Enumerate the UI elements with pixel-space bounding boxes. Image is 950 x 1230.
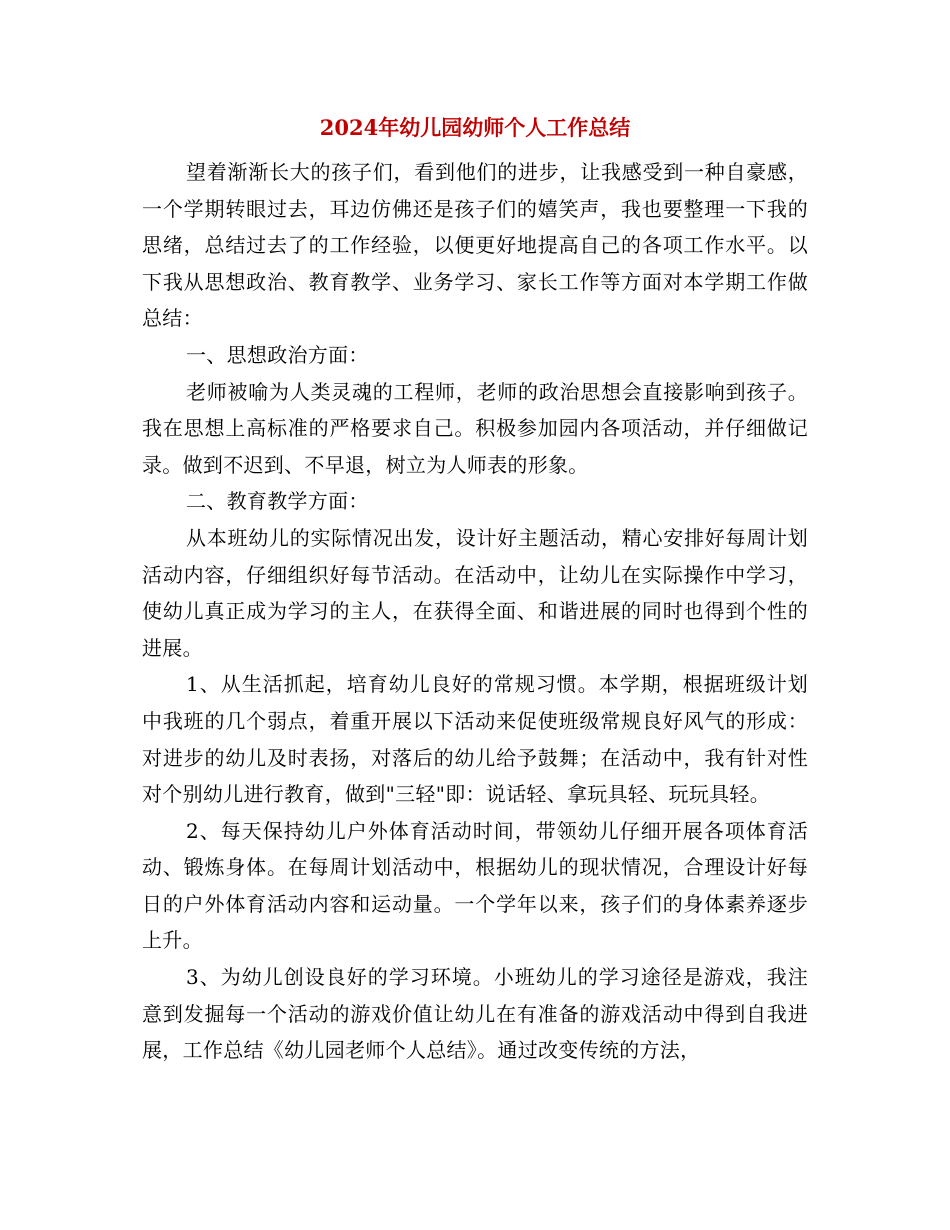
paragraph-item-3: 3、为幼儿创设良好的学习环境。小班幼儿的学习途径是游戏，我注意到发掘每一个活动的游戏价值让幼儿在有准备的游戏活动中得到自我进展，工作总结《幼儿园老师个人总结》。通过改变传统的方法， (142, 965, 808, 1063)
document-title: 2024年幼儿园幼师个人工作总结 (319, 115, 631, 140)
paragraph-item-1: 1、从生活抓起，培育幼儿良好的常规习惯。本学期，根据班级计划中我班的几个弱点，着重开展以下活动来促使班级常规良好风气的形成：对进步的幼儿及时表扬，对落后的幼儿给予鼓舞；在活动中，我有针对性对个别幼儿进行教育，做到"三轻"即：说话轻、拿玩具轻、玩玩具轻。 (142, 672, 808, 807)
section-heading-teaching: 二、教育教学方面： (186, 489, 369, 514)
document-body (142, 154, 808, 1069)
paragraph-item-2: 2、每天保持幼儿户外体育活动时间，带领幼儿仔细开展各项体育活动、锻炼身体。在每周计划活动中，根据幼儿的现状情况，合理设计好每日的户外体育活动内容和运动量。一个学年以来，孩子们的身体素养逐步上升。 (142, 818, 808, 953)
section-heading-politics: 一、思想政治方面： (186, 342, 369, 367)
paragraph-politics: 老师被喻为人类灵魂的工程师，老师的政治思想会直接影响到孩子。我在思想上高标准的严格要求自己。积极参加园内各项活动，并仔细做记录。做到不迟到、不早退，树立为人师表的形象。 (142, 379, 808, 477)
paragraph-teaching: 从本班幼儿的实际情况出发，设计好主题活动，精心安排好每周计划活动内容，仔细组织好每节活动。在活动中，让幼儿在实际操作中学习，使幼儿真正成为学习的主人，在获得全面、和谐进展的同时也得到个性的进展。 (142, 525, 808, 660)
paragraph-intro: 望着渐渐长大的孩子们，看到他们的进步，让我感受到一种自豪感，一个学期转眼过去，耳边仿佛还是孩子们的嬉笑声，我也要整理一下我的思绪，总结过去了的工作经验，以便更好地提高自己的各项工作水平。以下我从思想政治、教育教学、业务学习、家长工作等方面对本学期工作做总结： (142, 160, 808, 331)
